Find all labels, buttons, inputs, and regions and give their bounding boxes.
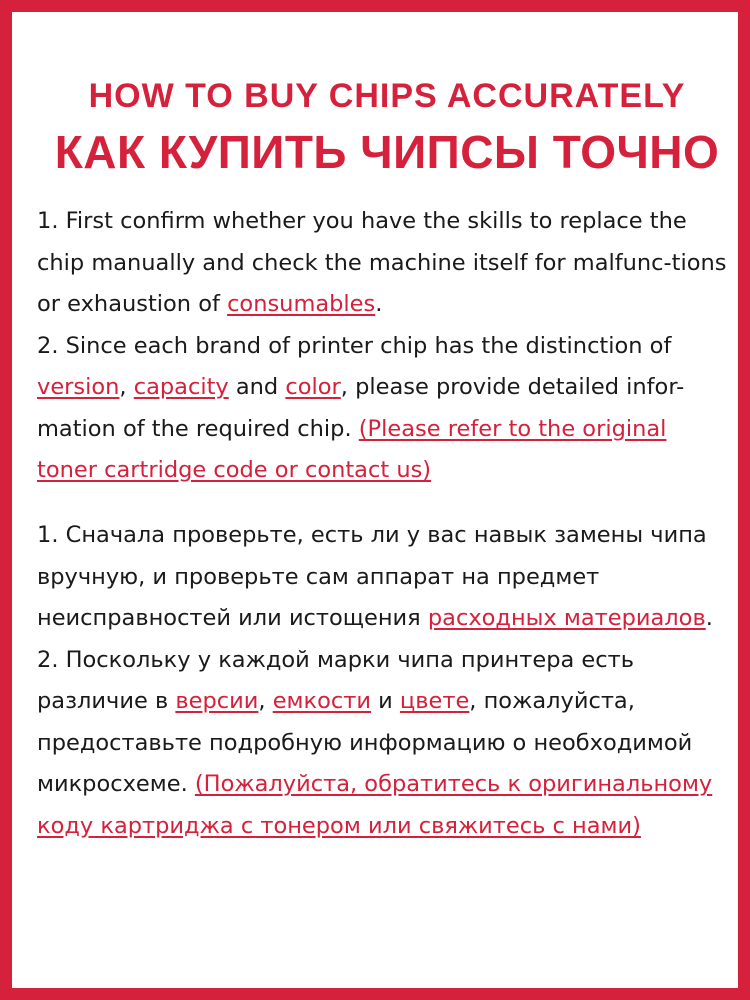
instructions-russian xyxy=(37,515,727,847)
title-english: HOW TO BUY CHIPS ACCURATELY xyxy=(88,77,686,115)
separator-comma: , xyxy=(119,374,134,400)
paragraph-ru-step-1 xyxy=(37,515,727,640)
text-ru-step-1-end: . xyxy=(705,605,713,631)
separator-comma-ru: , xyxy=(258,688,273,714)
highlight-materials: расходных материалов xyxy=(427,605,706,631)
text-ru-step-2-middle: , пожалуйста, предоставьте подробную информацию о необходимой микросхеме. xyxy=(37,688,693,797)
highlight-capacity-ru: емкости xyxy=(272,688,371,714)
title-russian: КАК КУПИТЬ ЧИПСЫ ТОЧНО xyxy=(54,126,720,178)
text-en-step-2-middle: , please provide detailed infor-mation of the required chip. xyxy=(37,374,685,442)
separator-and-ru: и xyxy=(370,688,400,714)
text-ru-step-1: 1. Сначала проверьте, есть ли у вас навык замены чипа вручную, и проверьте сам аппарат на предмет неисправностей или истощения xyxy=(37,522,707,631)
text-en-step-2: 2. Since each brand of printer chip has the distinction of xyxy=(37,332,672,359)
paragraph-ru-step-2 xyxy=(37,640,727,848)
text-en-step-1-end: . xyxy=(375,291,383,317)
separator-and: and xyxy=(228,374,286,400)
paragraph-en-step-1 xyxy=(37,201,727,326)
highlight-consumables: consumables xyxy=(227,291,376,317)
highlight-version: version xyxy=(37,374,120,400)
highlight-color: color xyxy=(285,374,341,400)
instructions-english xyxy=(37,201,727,492)
highlight-note-en: (Please refer to the original toner cartridge code or contact us) xyxy=(37,415,667,483)
highlight-color-ru: цвете xyxy=(399,688,470,714)
highlight-version-ru: версии xyxy=(175,688,259,714)
highlight-capacity: capacity xyxy=(133,374,229,400)
highlight-note-ru: (Пожалуйста, обратитесь к оригинальному коду картриджа с тонером или свяжитесь с нами) xyxy=(37,771,713,839)
text-en-step-1: 1. First confirm whether you have the skills to replace the chip manually and check the machine itself for malfunc-tions or exhaustion of xyxy=(37,208,727,317)
text-ru-step-2: 2. Поскольку у каждой марки чипа принтера есть различие в xyxy=(37,646,634,714)
paragraph-en-step-2 xyxy=(37,326,727,492)
